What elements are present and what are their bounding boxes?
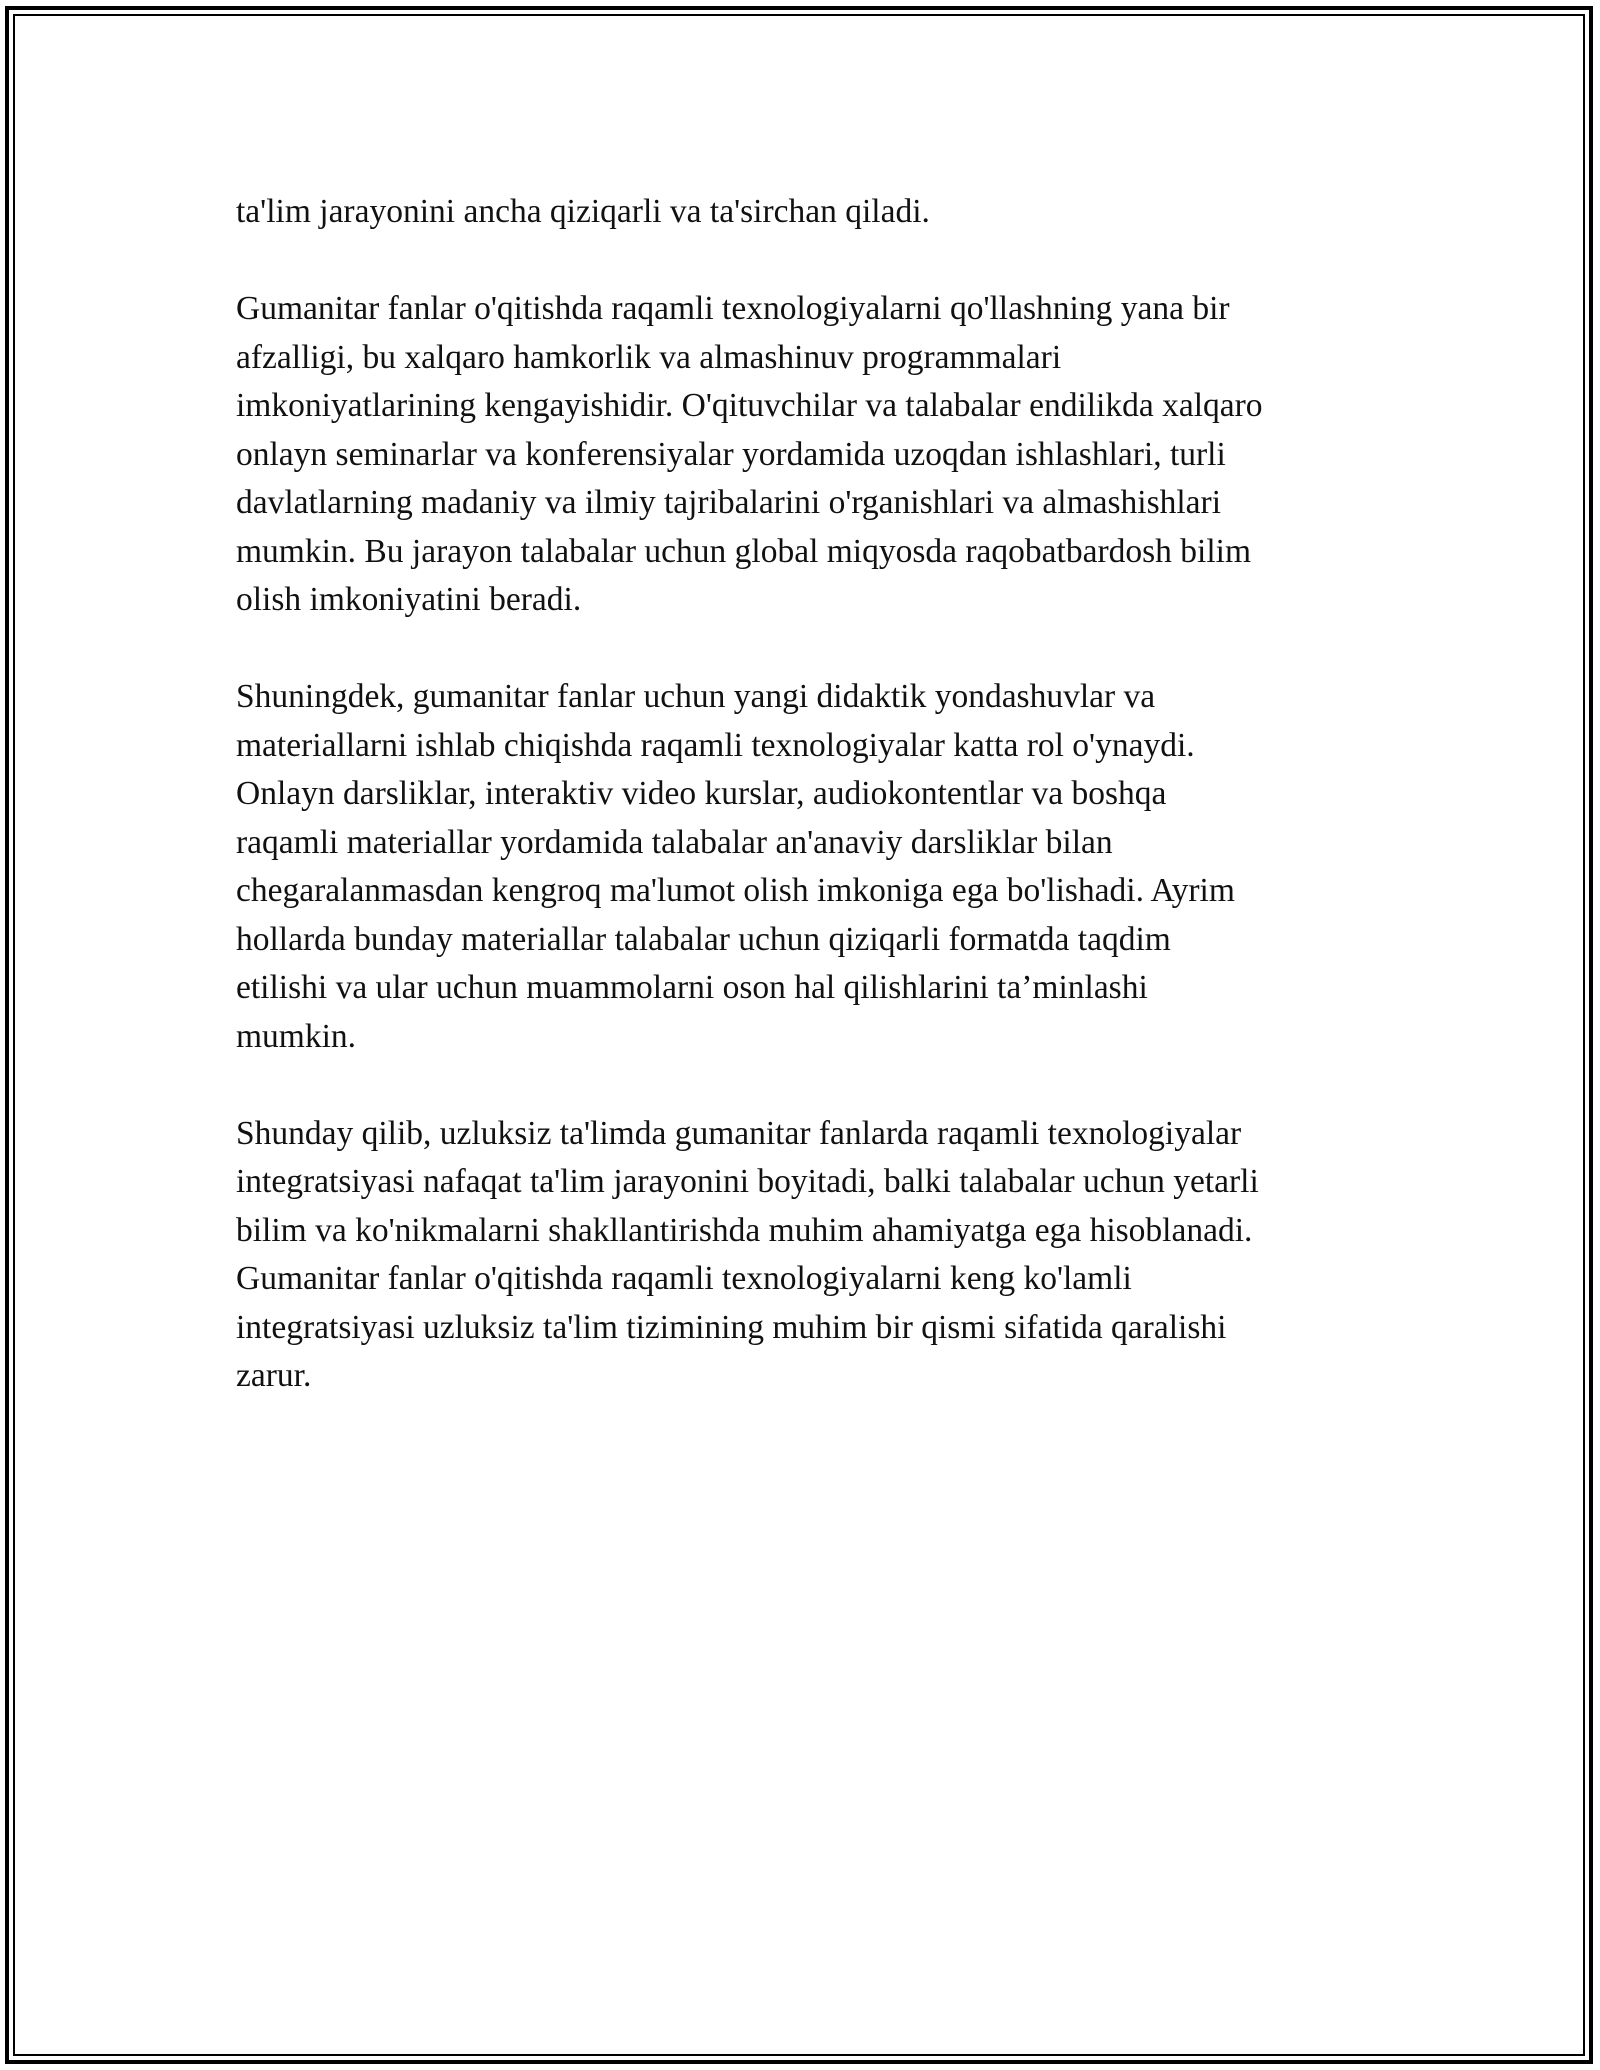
paragraph-4: Shunday qilib, uzluksiz ta'limda gumanitar fanlarda raqamli texnologiyalar integratsiyasi nafaqat ta'lim jarayonini boyitadi, balki talabalar uchun yetarli bilim va ko'nikmalarni shakllantirishda muhim ahamiyatga ega hisoblanadi. Gumanitar fanlar o'qitishda raqamli texnologiyalarni keng ko'lamli integratsiyasi uzluksiz ta'lim tizimining muhim bir qismi sifatida qaralishi zarur.: [236, 1114, 1259, 1394]
paragraph-1: ta'lim jarayonini ancha qiziqarli va ta'sirchan qiladi.: [236, 193, 930, 230]
paragraph-3: Shuningdek, gumanitar fanlar uchun yangi didaktik yondashuvlar va materiallarni ishlab chiqishda raqamli texnologiyalar katta rol o'ynaydi. Onlayn darsliklar, interaktiv video kurslar, audiokontentlar va boshqa raqamli materiallar yordamida talabalar an'anaviy darsliklar bilan chegaralanmasdan kengroq ma'lumot olish imkoniga ega bo'lishadi. Ayrim hollarda bunday materiallar talabalar uchun qiziqarli formatda taqdim etilishi va ular uchun muammolarni oson hal qilishlarini ta’minlashi mumkin.: [236, 678, 1235, 1055]
paragraph-2: Gumanitar fanlar o'qitishda raqamli texnologiyalarni qo'llashning yana bir afzalligi, bu xalqaro hamkorlik va almashinuv programmalari imkoniyatlarining kengayishidir. O'qituvchilar va talabalar endilikda xalqaro onlayn seminarlar va konferensiyalar yordamida uzoqdan ishlashlari, turli davlatlarning madaniy va ilmiy tajribalarini o'rganishlari va almashishlari mumkin. Bu jarayon talabalar uchun global miqyosda raqobatbardosh bilim olish imkoniyatini beradi.: [236, 290, 1263, 618]
document-body: [236, 188, 1366, 1449]
